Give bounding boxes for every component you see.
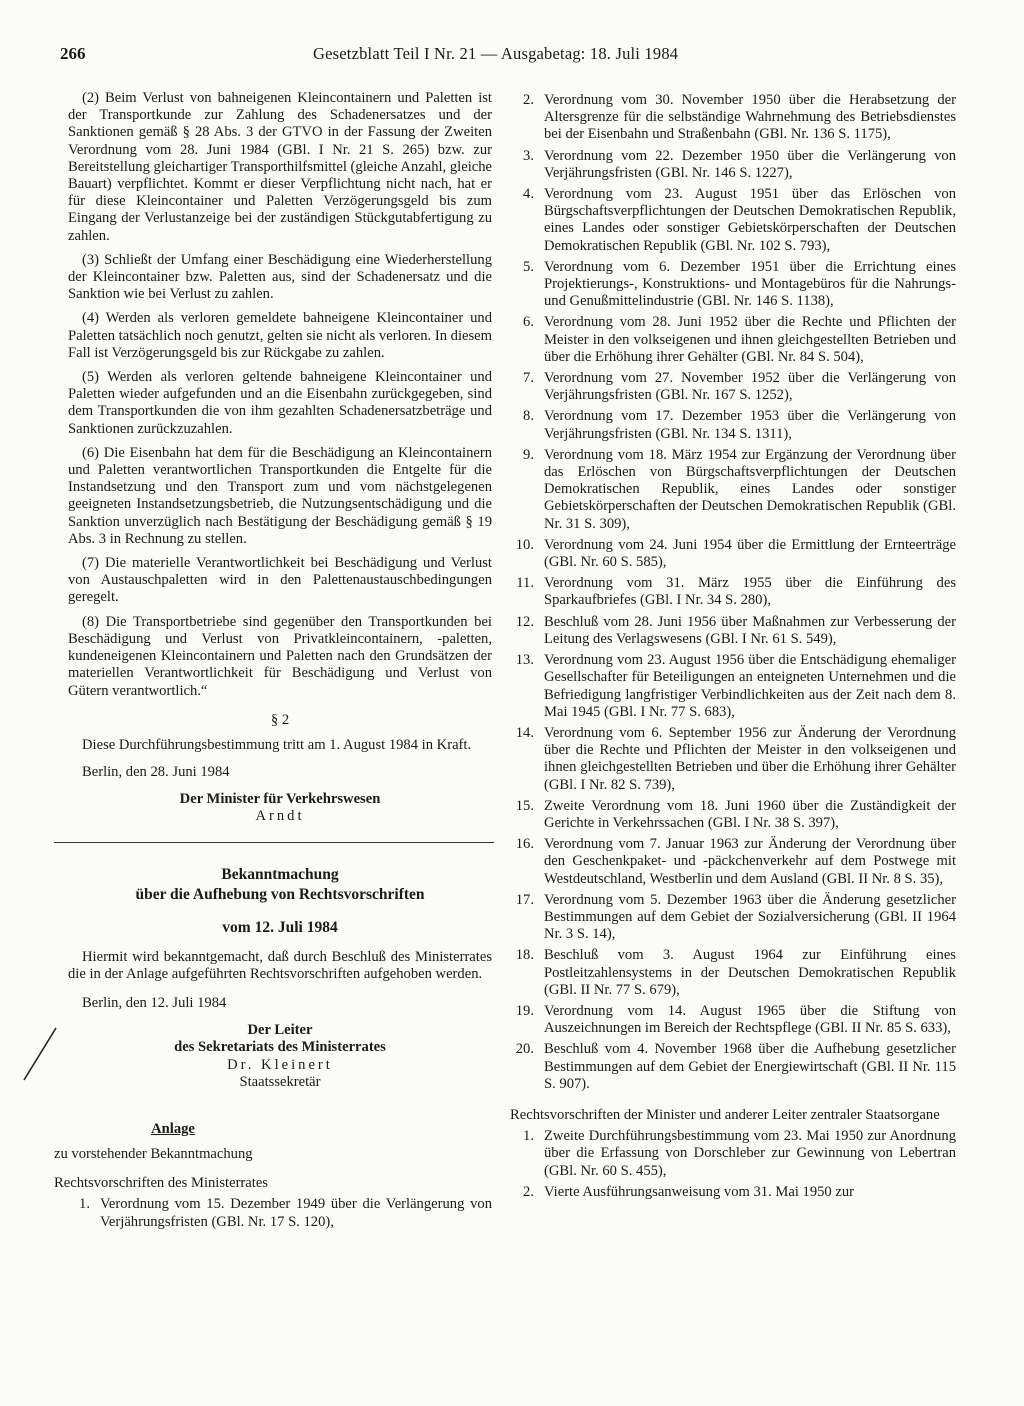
list-item-number: 17. (515, 891, 534, 908)
leiter-title-1: Der Leiter (247, 1022, 313, 1039)
list-item-text: Vierte Ausführungsanweisung vom 31. Mai 1950 zur (544, 1183, 855, 1200)
page-header (60, 44, 960, 72)
list-item-text: Verordnung vom 6. Dezember 1951 über die Errichtung eines Projektierungs-, Konstruktions- und Montagebüros für die Nahrungs- und Genußmittelindustrie (GBl. Nr. 146 S. 1138), (544, 258, 956, 310)
list-item-number: 1. (523, 1128, 534, 1145)
bekanntmachung-heading: Bekanntmachung (221, 865, 339, 883)
list-item-text: Verordnung vom 23. August 1956 über die Entschädigung ehemaliger Gesellschafter für Beteiligungen an enteigneten Unternehmen und die Befriedigung langfristiger Verbindlichkeiten aus der Zeit nach dem 8. Mai 1945 (GBl. I Nr. 77 S. 683), (544, 652, 956, 720)
list-item-number: 6. (523, 314, 534, 331)
list-item-number: 12. (515, 613, 534, 630)
effective-clause: Diese Durchführungsbestimmung tritt am 1. August 1984 in Kraft. (82, 736, 472, 753)
list-heading-minister: Rechtsvorschriften der Minister und anderer Leiter zentraler Staatsorgane (510, 1106, 940, 1123)
place-date-2: Berlin, den 12. Juli 1984 (82, 994, 227, 1011)
list-item (510, 92, 956, 144)
list-heading-ministerrat: Rechtsvorschriften des Ministerrates (54, 1175, 268, 1192)
list-item (510, 1128, 956, 1180)
list-item (510, 725, 956, 794)
list-item-number: 9. (523, 446, 534, 463)
list-item (510, 408, 956, 442)
list-item (68, 1196, 492, 1230)
list-item (510, 798, 956, 832)
list-item-text: Verordnung vom 23. August 1951 über das Erlöschen von Bürgschaftsverpflichtungen der Deutschen Demokratischen Republik, eines Landes oder sonstiger Gebietskörperschaften der Deutschen Demokratischen Republik (GBl. Nr. 102 S. 793), (544, 186, 956, 254)
paragraph-7: (7) Die materielle Verantwortlichkeit bei Beschädigung und Verlust von Austauschpaletten wird in den Palettenaustauschbedingungen geregelt. (68, 555, 492, 606)
list-item-number: 4. (523, 186, 534, 203)
paragraph-6: (6) Die Eisenbahn hat dem für die Beschädigung an Kleincontainern und Paletten verantwortlichen Transportkunden die Entgelte für die Instandsetzung und den Transport zum und vom nächstgelegenen geeigneten Instandsetzungsbetrieb, die Nutzungsentschädigung und die Sanktion unverzüglich nach Bestätigung der Beschädigung gemäß § 19 Abs. 3 in Rechnung zu stellen. (68, 444, 492, 547)
leiter-signature (68, 1022, 492, 1091)
list-item-number: 1. (79, 1196, 90, 1213)
list-item-number: 10. (515, 536, 534, 553)
margin-pen-mark-icon (20, 1024, 60, 1084)
list-item-text: Verordnung vom 18. März 1954 zur Ergänzung der Verordnung über das Erlöschen von Bürgschaftsverpflichtungen der Deutschen Demokratischen Republik, eines Landes oder sonstiger Gebietskörperschaften der Deutschen Demokratischen Republik (GBl. Nr. 31 S. 309), (544, 446, 956, 532)
list-item-text: Beschluß vom 3. August 1964 zur Einführung eines Postleitzahlensystems in der Deutschen Demokratischen Republik (GBl. II Nr. 77 S. 679), (544, 947, 956, 998)
section-divider (54, 842, 494, 843)
list-item (510, 947, 956, 999)
minister-signature (68, 791, 492, 825)
section-sign: § 2 (270, 711, 290, 728)
list-item-text: Verordnung vom 27. November 1952 über die Verlängerung von Verjährungsfristen (GBl. Nr. 167 S. 1252), (544, 370, 956, 404)
left-column (54, 90, 492, 1235)
bekanntmachung-date: vom 12. Juli 1984 (222, 918, 338, 936)
minister-name: Arndt (255, 808, 305, 825)
list-item (510, 892, 956, 944)
list-item-text: Verordnung vom 28. Juni 1952 über die Rechte und Pflichten der Meister in den volkseigenen und ihnen gleichgestellten Betrieben und über die Erhöhung ihrer Gehälter (GBl. Nr. 84 S. 504), (544, 314, 956, 365)
list-item-text: Verordnung vom 15. Dezember 1949 über die Verlängerung von Verjährungsfristen (GBl. Nr. 17 S. 120), (100, 1196, 492, 1230)
list-item-text: Verordnung vom 17. Dezember 1953 über die Verlängerung von Verjährungsfristen (GBl. Nr. 134 S. 1311), (544, 408, 956, 442)
list-item (510, 1184, 956, 1201)
list-item-number: 2. (523, 92, 534, 108)
list-item-text: Verordnung vom 5. Dezember 1963 über die Änderung gesetzlicher Bestimmungen auf dem Gebiet der Sozialversicherung (GBl. II 1964 Nr. 3 S. 14), (544, 891, 956, 943)
list-item-text: Beschluß vom 4. November 1968 über die Aufhebung gesetzlicher Bestimmungen auf dem Gebiet der Energiewirtschaft (GBl. II Nr. 115 S. 907). (544, 1041, 956, 1092)
leiter-role: Staatssekretär (239, 1073, 321, 1090)
list-item-number: 13. (515, 652, 534, 669)
list-item (510, 186, 956, 255)
list-item (510, 1003, 956, 1037)
anlage-title: Anlage (151, 1120, 195, 1137)
place-date-1: Berlin, den 28. Juni 1984 (82, 763, 230, 780)
list-item (510, 259, 956, 311)
list-item-text: Verordnung vom 22. Dezember 1950 über die Verlängerung von Verjährungsfristen (GBl. Nr. 146 S. 1227), (544, 147, 956, 181)
list-item-text: Verordnung vom 14. August 1965 über die Stiftung von Auszeichnungen im Bereich der Rechtspflege (GBl. II Nr. 85 S. 633), (544, 1002, 956, 1037)
list-item (510, 1041, 956, 1093)
list-item-text: Verordnung vom 24. Juni 1954 über die Ermittlung der Ernteerträge (GBl. Nr. 60 S. 585), (544, 536, 956, 571)
paragraph-5: (5) Werden als verloren geltende bahneigene Kleincontainer und Paletten wieder aufgefunden und an die Eisenbahn zurückgegeben, sind dem Transportkunden die von ihm gezahlten Schadenersatzbeträge und Sanktionen zurückzuzahlen. (68, 369, 492, 437)
list-item-number: 3. (523, 147, 534, 164)
running-head: Gesetzblatt Teil I Nr. 21 — Ausgabetag: 18. Juli 1984 (313, 44, 679, 63)
list-item-number: 20. (515, 1041, 534, 1058)
page-number: 266 (60, 44, 86, 63)
list-item-text: Zweite Durchführungsbestimmung vom 23. Mai 1950 zur Anordnung über die Erfassung von Dorschleber zur Gewinnung von Lebertran (GBl. Nr. 60 S. 455), (544, 1128, 956, 1179)
leiter-title-2: des Sekretariats des Ministerrates (174, 1039, 386, 1056)
right-column (510, 92, 956, 1205)
list-item-text: Beschluß vom 28. Juni 1956 über Maßnahmen zur Verbesserung der Leitung des Verlagswesens (GBl. I Nr. 61 S. 549), (544, 613, 956, 647)
list-item-number: 15. (515, 797, 534, 814)
list-item-number: 7. (523, 370, 534, 387)
list-item (510, 370, 956, 404)
list-item (510, 148, 956, 182)
leiter-name: Dr. Kleinert (227, 1056, 333, 1073)
list-item-number: 16. (515, 836, 534, 853)
list-item-text: Verordnung vom 31. März 1955 über die Einführung des Sparkaufbriefes (GBl. I Nr. 34 S. 280), (544, 575, 956, 609)
list-item-number: 18. (515, 947, 534, 964)
list-item (510, 314, 956, 366)
paragraph-3: (3) Schließt der Umfang einer Beschädigung eine Wiederherstellung der Kleincontainer bzw. Paletten aus, sind der Schadenersatz und die Sanktion wie bei Verlust zu zahlen. (68, 251, 492, 303)
list-item-number: 8. (523, 408, 534, 425)
list-item-text: Verordnung vom 6. September 1956 zur Änderung der Verordnung über die Rechte und Pflichten der Meister in den volkseigenen und ihnen gleichgestellten Betrieben und über die Erhöhung ihrer Gehälter (GBl. I Nr. 82 S. 739), (544, 724, 956, 793)
list-item-number: 2. (523, 1183, 534, 1200)
list-item-text: Zweite Verordnung vom 18. Juni 1960 über die Zuständigkeit der Gerichte in Verkehrssachen (GBl. I Nr. 38 S. 397), (544, 797, 956, 831)
anlage-subtitle: zu vorstehender Bekanntmachung (54, 1145, 253, 1162)
list-item-number: 5. (523, 258, 534, 275)
paragraph-4: (4) Werden als verloren gemeldete bahneigene Kleincontainer und Paletten tatsächlich noch genutzt, gelten sie nicht als verloren. In diesem Fall ist Verzögerungsgeld bis zur Rückgabe zu zahlen. (68, 310, 492, 361)
list-item-number: 19. (515, 1002, 534, 1019)
list-item (510, 537, 956, 571)
list-item (510, 575, 956, 609)
list-item-text: Verordnung vom 7. Januar 1963 zur Änderung der Verordnung über den Geschenkpaket- und -päckchenverkehr auf dem Postwege mit Westdeutschland, Westberlin und dem Ausland (GBl. II Nr. 8 S. 35), (544, 836, 956, 887)
list-item (510, 447, 956, 533)
minister-title: Der Minister für Verkehrswesen (179, 791, 381, 808)
list-item (510, 614, 956, 648)
bekanntmachung-subheading: über die Aufhebung von Rechtsvorschriften (135, 885, 425, 903)
list-item (510, 836, 956, 888)
list-item-number: 14. (515, 724, 534, 741)
paragraph-8: (8) Die Transportbetriebe sind gegenüber den Transportkunden bei Beschädigung und Verlust von Privatkleincontainern, -paletten, kundeneigenen Kleincontainern und Paletten nach den Grundsätzen der materiellen Verantwortlichkeit für Beschädigung und Verlust von Gütern verantwortlich.“ (68, 613, 492, 699)
list-item (510, 652, 956, 721)
list-item-number: 11. (516, 575, 534, 592)
list-item-text: Verordnung vom 30. November 1950 über die Herabsetzung der Altersgrenze für die selbständige Wahrnehmung des Betriebsdienstes bei der Eisenbahn und Straßenbahn (GBl. Nr. 136 S. 1175), (544, 92, 956, 143)
bekanntmachung-text: Hiermit wird bekanntgemacht, daß durch Beschluß des Ministerrates die in der Anlage aufgeführten Rechtsvorschriften aufgehoben werden. (68, 948, 492, 982)
paragraph-2: (2) Beim Verlust von bahneigenen Kleincontainern und Paletten ist der Transportkunde zur Zahlung des Schadenersatzes und der Sanktionen gemäß § 28 Abs. 3 der GTVO in der Fassung der Zweiten Verordnung vom 28. Juni 1984 (GBl. I Nr. 21 S. 265) bzw. zur Bereitstellung gleichartiger Transporthilfsmittel (gleiche Anzahl, gleiche Bauart) verpflichtet. Kommt er dieser Verpflichtung nicht nach, hat er für diese Kleincontainer und Paletten Verzögerungsgeld bis zum Eingang der Verlustanzeige bei der zuständigen Stückgutabfertigung zu zahlen. (68, 90, 492, 244)
